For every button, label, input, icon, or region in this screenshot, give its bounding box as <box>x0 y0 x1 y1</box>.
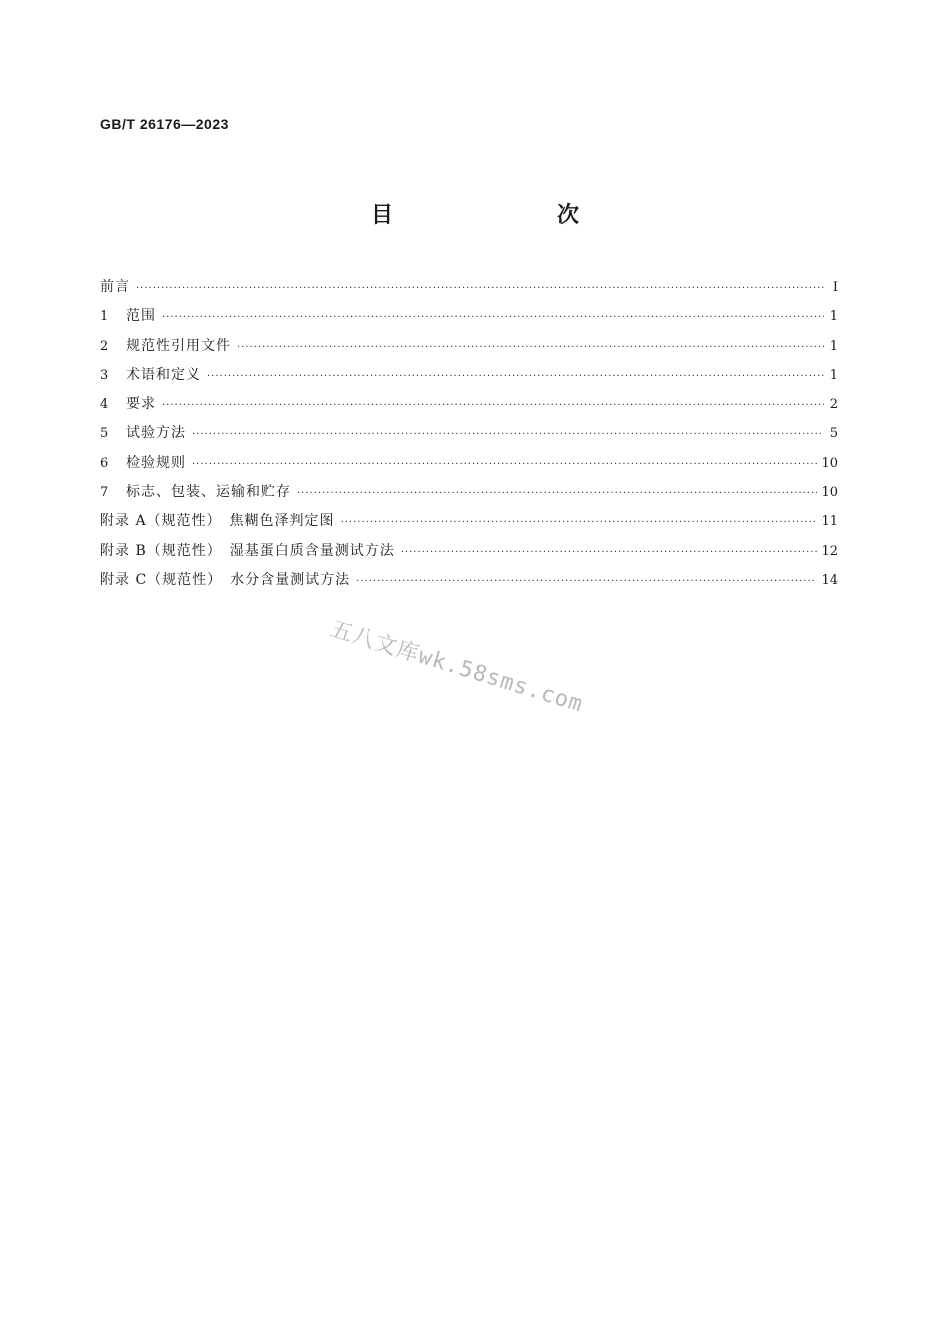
toc-leader-dots <box>162 400 824 411</box>
toc-entry-page: 10 <box>821 455 838 471</box>
toc-entry-page: 1 <box>829 367 838 383</box>
toc-entry-number: 4 <box>100 397 109 413</box>
toc-entry-label: 范围 <box>126 308 156 325</box>
toc-entry-label: 前言 <box>100 279 130 295</box>
toc-entry-inspection-rules[interactable] <box>100 452 838 481</box>
toc-entry-label: 要求 <box>126 396 156 413</box>
toc-entry-page: Ⅰ <box>832 280 838 295</box>
toc-entry-label: 附录 C（规范性） 水分含量测试方法 <box>100 571 351 588</box>
toc-entry-page: 5 <box>829 426 838 442</box>
toc-entry-terms[interactable] <box>100 364 838 393</box>
toc-leader-dots <box>356 576 817 587</box>
toc-entry-label: 试验方法 <box>126 425 186 442</box>
toc-entry-page: 1 <box>829 338 838 354</box>
toc-entry-annex-a[interactable] <box>100 510 838 539</box>
toc-entry-label: 规范性引用文件 <box>126 337 231 354</box>
toc-entry-foreword[interactable] <box>100 276 838 305</box>
toc-entry-label: 附录 A（规范性） 焦糊色泽判定图 <box>100 513 335 530</box>
toc-entry-number: 3 <box>100 367 109 383</box>
toc-entry-page: 1 <box>829 309 838 325</box>
toc-entry-number: 7 <box>100 485 109 501</box>
toc-entry-page: 12 <box>821 543 838 559</box>
toc-entry-label: 标志、包装、运输和贮存 <box>126 484 291 501</box>
toc-leader-dots <box>207 371 824 382</box>
toc-entry-page: 2 <box>829 397 838 413</box>
toc-entry-number: 6 <box>100 455 109 471</box>
toc-entry-requirements[interactable] <box>100 393 838 422</box>
toc-entry-annex-c[interactable] <box>100 569 838 598</box>
toc-entry-label: 检验规则 <box>126 454 186 471</box>
toc-entry-page: 11 <box>821 514 838 530</box>
toc-leader-dots <box>341 517 818 528</box>
toc-leader-dots <box>136 283 824 294</box>
toc-leader-dots <box>192 459 817 470</box>
toc-entry-annex-b[interactable] <box>100 540 838 569</box>
toc-entry-number: 5 <box>100 426 109 442</box>
page-title: 目 次 <box>370 203 619 228</box>
watermark: 五八文库wk.58sms.com <box>327 616 587 718</box>
toc-leader-dots <box>162 312 824 323</box>
toc-entry-page: 10 <box>821 485 838 501</box>
toc-entry-scope[interactable] <box>100 305 838 334</box>
toc-leader-dots <box>237 342 824 353</box>
toc-entry-normative-references[interactable] <box>100 335 838 364</box>
toc-entry-marking-packaging[interactable] <box>100 481 838 510</box>
toc-entry-number: 1 <box>100 309 109 325</box>
toc-entry-test-methods[interactable] <box>100 422 838 451</box>
toc-leader-dots <box>297 488 817 499</box>
toc-entry-label: 术语和定义 <box>126 366 201 383</box>
toc-entry-label: 附录 B（规范性） 湿基蛋白质含量测试方法 <box>100 542 395 559</box>
standard-code: GB/T 26176—2023 <box>100 116 229 132</box>
table-of-contents <box>100 276 838 598</box>
toc-leader-dots <box>192 429 824 440</box>
toc-leader-dots <box>401 547 818 558</box>
toc-entry-number: 2 <box>100 338 109 354</box>
toc-entry-page: 14 <box>821 572 838 588</box>
